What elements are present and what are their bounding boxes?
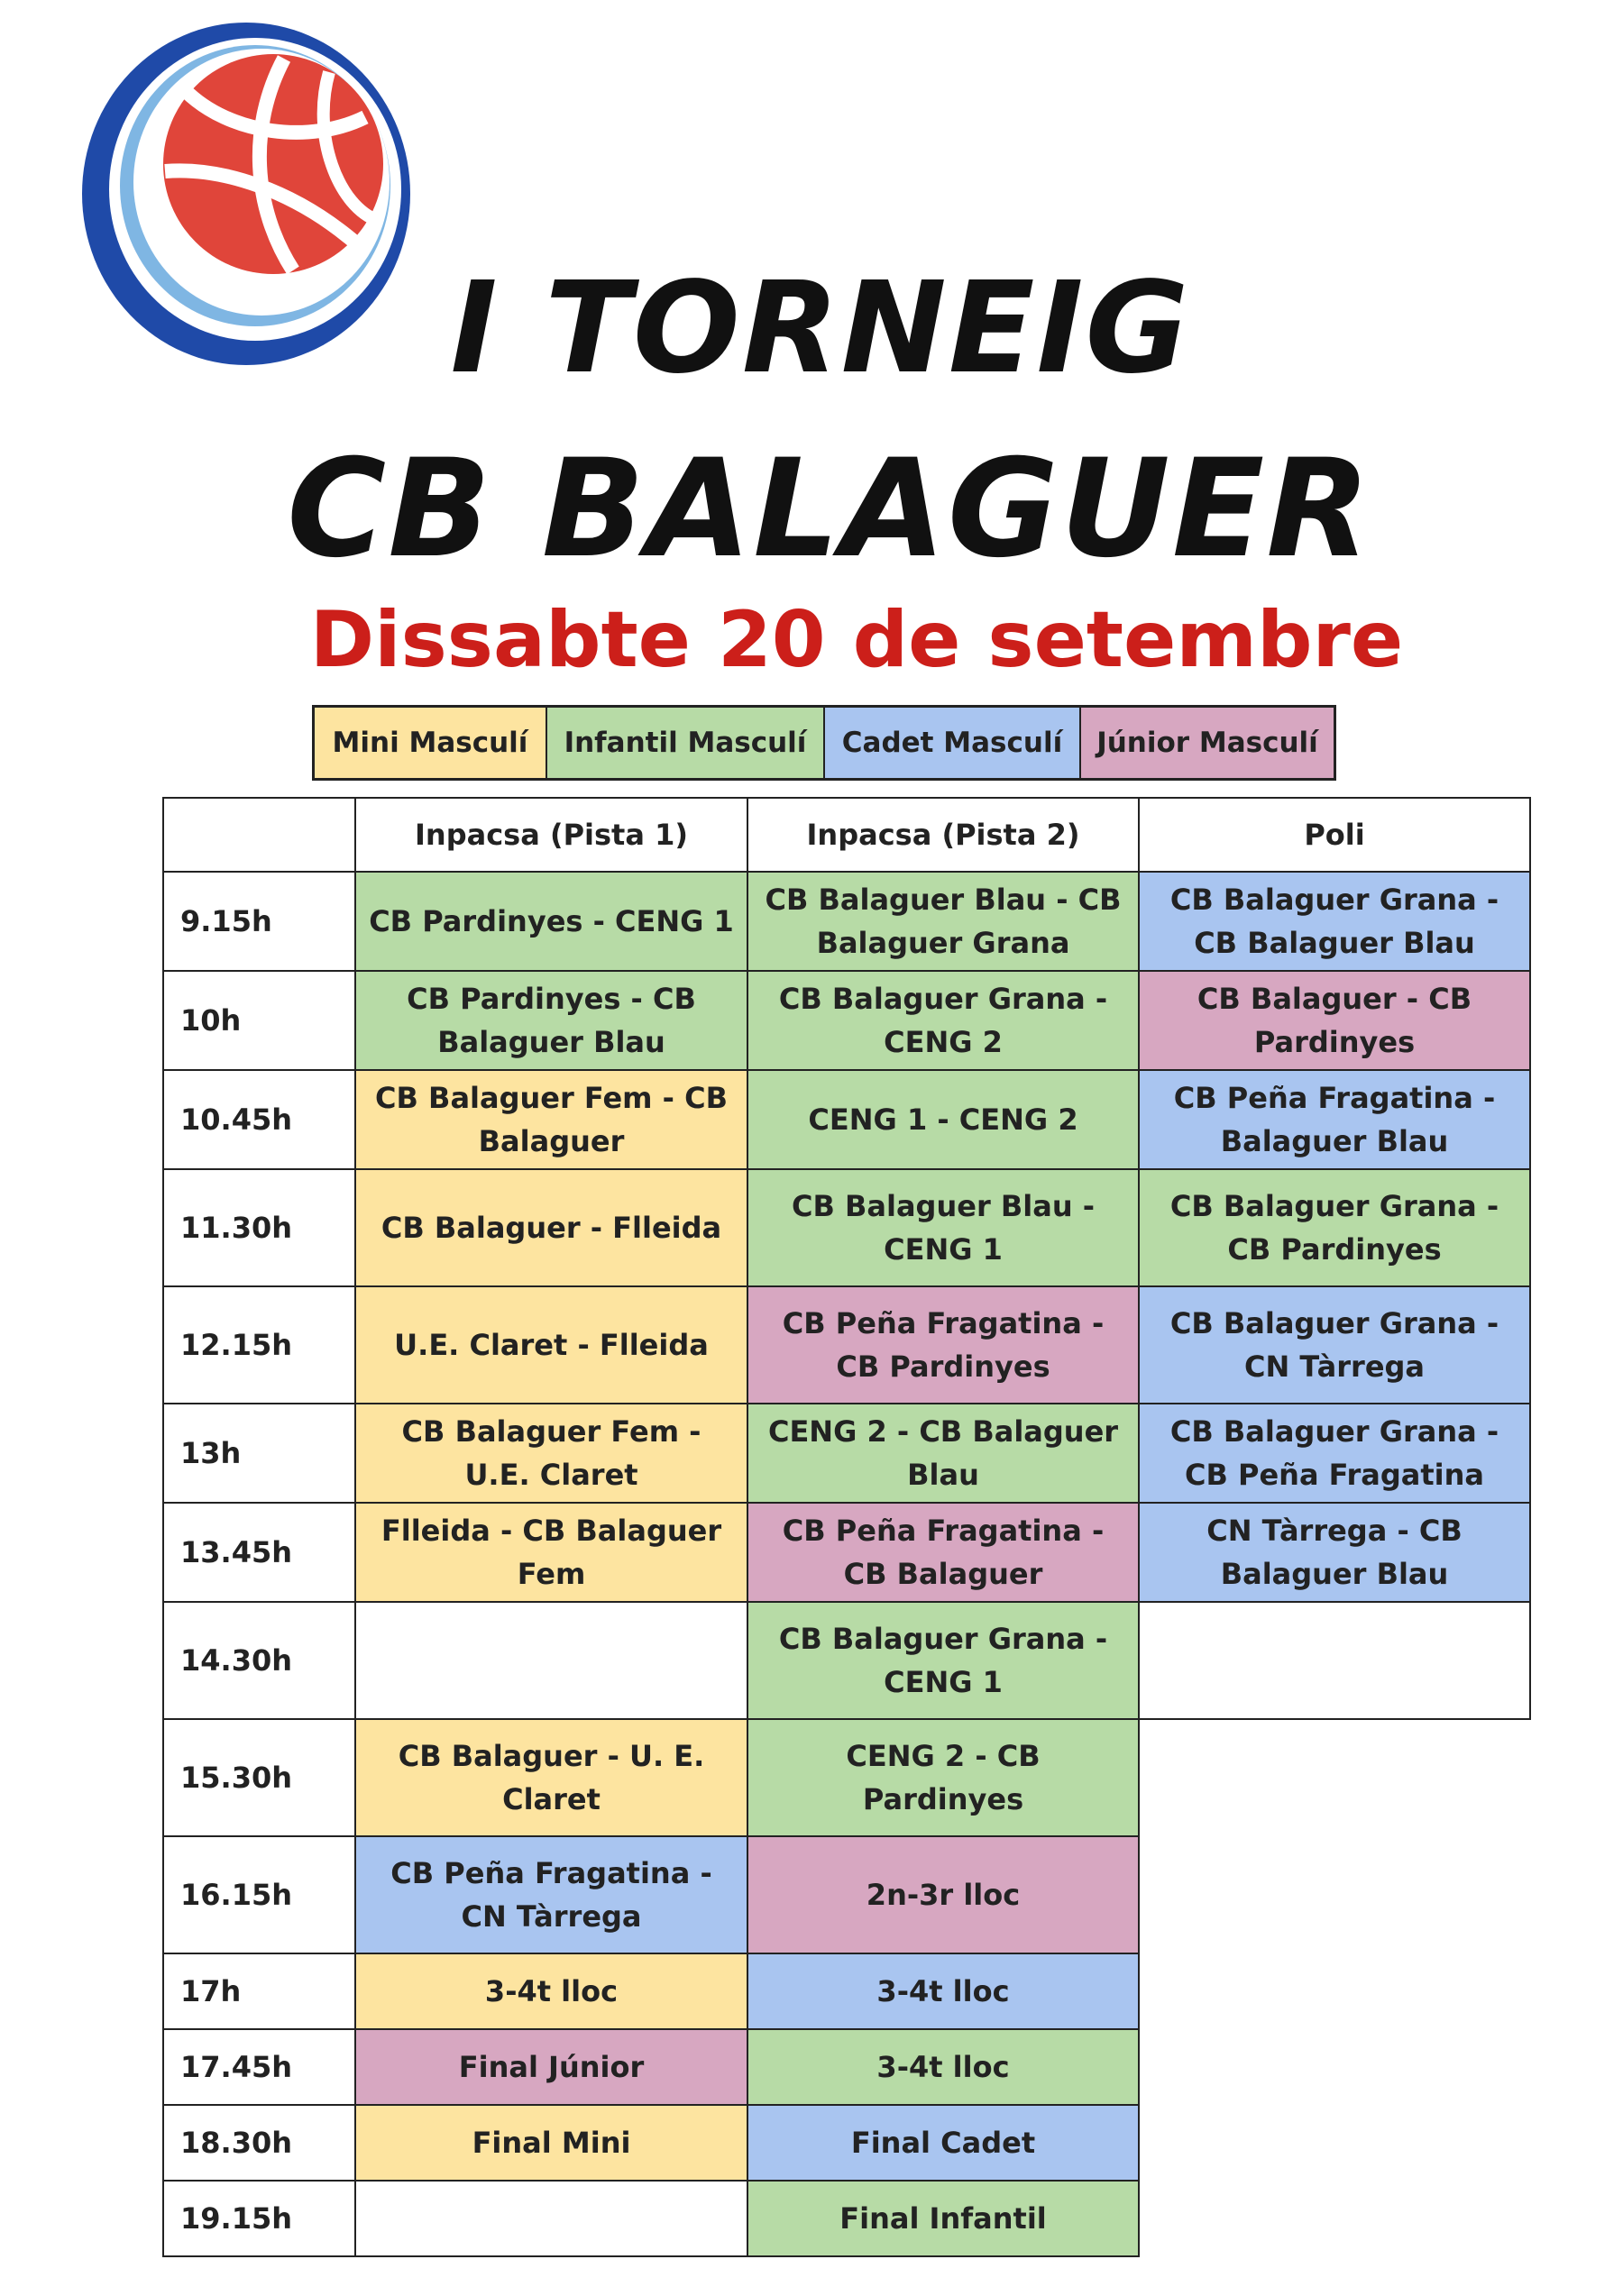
table-row — [163, 2105, 1530, 2181]
match-cell: CB Balaguer Blau - CB Balaguer Grana — [747, 872, 1139, 971]
time-cell: 19.15h — [163, 2181, 355, 2256]
match-cell: CB Balaguer Fem - U.E. Claret — [355, 1404, 747, 1503]
time-cell: 18.30h — [163, 2105, 355, 2181]
match-cell: 3-4t lloc — [747, 1953, 1139, 2029]
match-cell — [355, 1602, 747, 1719]
match-cell: CB Peña Fragatina - CN Tàrrega — [355, 1836, 747, 1953]
table-row — [163, 971, 1530, 1070]
table-row — [163, 2181, 1530, 2256]
match-cell: CB Balaguer Grana - CB Balaguer Blau — [1139, 872, 1530, 971]
match-cell: CB Pardinyes - CB Balaguer Blau — [355, 971, 747, 1070]
column-header: Inpacsa (Pista 1) — [355, 798, 747, 872]
time-cell: 12.15h — [163, 1286, 355, 1404]
time-cell: 10.45h — [163, 1070, 355, 1169]
header-corner — [163, 798, 355, 872]
match-cell: Final Cadet — [747, 2105, 1139, 2181]
match-cell: CB Balaguer Grana - CB Pardinyes — [1139, 1169, 1530, 1286]
match-cell: 3-4t lloc — [355, 1953, 747, 2029]
table-row — [163, 1953, 1530, 2029]
match-cell: CENG 2 - CB Pardinyes — [747, 1719, 1139, 1836]
match-cell: CENG 2 - CB Balaguer Blau — [747, 1404, 1139, 1503]
table-row — [163, 1836, 1530, 1953]
title-line-2: CB BALAGUER — [287, 431, 1372, 588]
time-cell: 13h — [163, 1404, 355, 1503]
match-cell: CB Balaguer Grana - CB Peña Fragatina — [1139, 1404, 1530, 1503]
match-cell: CB Balaguer - Flleida — [355, 1169, 747, 1286]
match-cell: Final Júnior — [355, 2029, 747, 2105]
match-cell — [355, 2181, 747, 2256]
header-row — [163, 798, 1530, 872]
match-cell: Final Infantil — [747, 2181, 1139, 2256]
match-cell: CB Balaguer - CB Pardinyes — [1139, 971, 1530, 1070]
match-cell: CB Balaguer Blau - CENG 1 — [747, 1169, 1139, 1286]
legend-infantil: Infantil Masculí — [547, 708, 825, 778]
title-line-1: I TORNEIG — [450, 255, 1191, 402]
match-cell: 3-4t lloc — [747, 2029, 1139, 2105]
schedule-table — [162, 797, 1531, 2257]
table-row — [163, 2029, 1530, 2105]
table-row — [163, 1070, 1530, 1169]
time-cell: 17.45h — [163, 2029, 355, 2105]
match-cell: CB Peña Fragatina - Balaguer Blau — [1139, 1070, 1530, 1169]
table-row — [163, 1404, 1530, 1503]
legend-cadet: Cadet Masculí — [825, 708, 1081, 778]
time-cell: 11.30h — [163, 1169, 355, 1286]
time-cell: 16.15h — [163, 1836, 355, 1953]
match-cell: CENG 1 - CENG 2 — [747, 1070, 1139, 1169]
column-header: Poli — [1139, 798, 1530, 872]
match-cell: CN Tàrrega - CB Balaguer Blau — [1139, 1503, 1530, 1602]
match-cell: CB Balaguer Grana - CENG 1 — [747, 1602, 1139, 1719]
table-row — [163, 1169, 1530, 1286]
empty-cell — [1139, 1719, 1530, 1836]
match-cell: CB Balaguer Grana - CENG 2 — [747, 971, 1139, 1070]
match-cell: CB Balaguer Grana - CN Tàrrega — [1139, 1286, 1530, 1404]
time-cell: 10h — [163, 971, 355, 1070]
match-cell: CB Balaguer - U. E. Claret — [355, 1719, 747, 1836]
table-row — [163, 1602, 1530, 1719]
empty-cell — [1139, 2029, 1530, 2105]
match-cell: CB Peña Fragatina - CB Pardinyes — [747, 1286, 1139, 1404]
match-cell: 2n-3r lloc — [747, 1836, 1139, 1953]
legend-junior: Júnior Masculí — [1081, 708, 1334, 778]
match-cell: Flleida - CB Balaguer Fem — [355, 1503, 747, 1602]
match-cell: CB Balaguer Fem - CB Balaguer — [355, 1070, 747, 1169]
table-row — [163, 872, 1530, 971]
match-cell: CB Peña Fragatina - CB Balaguer — [747, 1503, 1139, 1602]
table-row — [163, 1719, 1530, 1836]
column-header: Inpacsa (Pista 2) — [747, 798, 1139, 872]
match-cell: Final Mini — [355, 2105, 747, 2181]
time-cell: 17h — [163, 1953, 355, 2029]
empty-cell — [1139, 2181, 1530, 2256]
empty-cell — [1139, 1836, 1530, 1953]
schedule-body — [163, 872, 1530, 2256]
match-cell: CB Pardinyes - CENG 1 — [355, 872, 747, 971]
event-date: Dissabte 20 de setembre — [309, 595, 1404, 685]
time-cell: 9.15h — [163, 872, 355, 971]
table-row — [163, 1503, 1530, 1602]
time-cell: 13.45h — [163, 1503, 355, 1602]
legend-mini: Mini Masculí — [315, 708, 547, 778]
time-cell: 14.30h — [163, 1602, 355, 1719]
time-cell: 15.30h — [163, 1719, 355, 1836]
empty-cell — [1139, 1953, 1530, 2029]
table-row — [163, 1286, 1530, 1404]
category-legend — [312, 705, 1336, 781]
match-cell — [1139, 1602, 1530, 1719]
empty-cell — [1139, 2105, 1530, 2181]
match-cell: U.E. Claret - Flleida — [355, 1286, 747, 1404]
